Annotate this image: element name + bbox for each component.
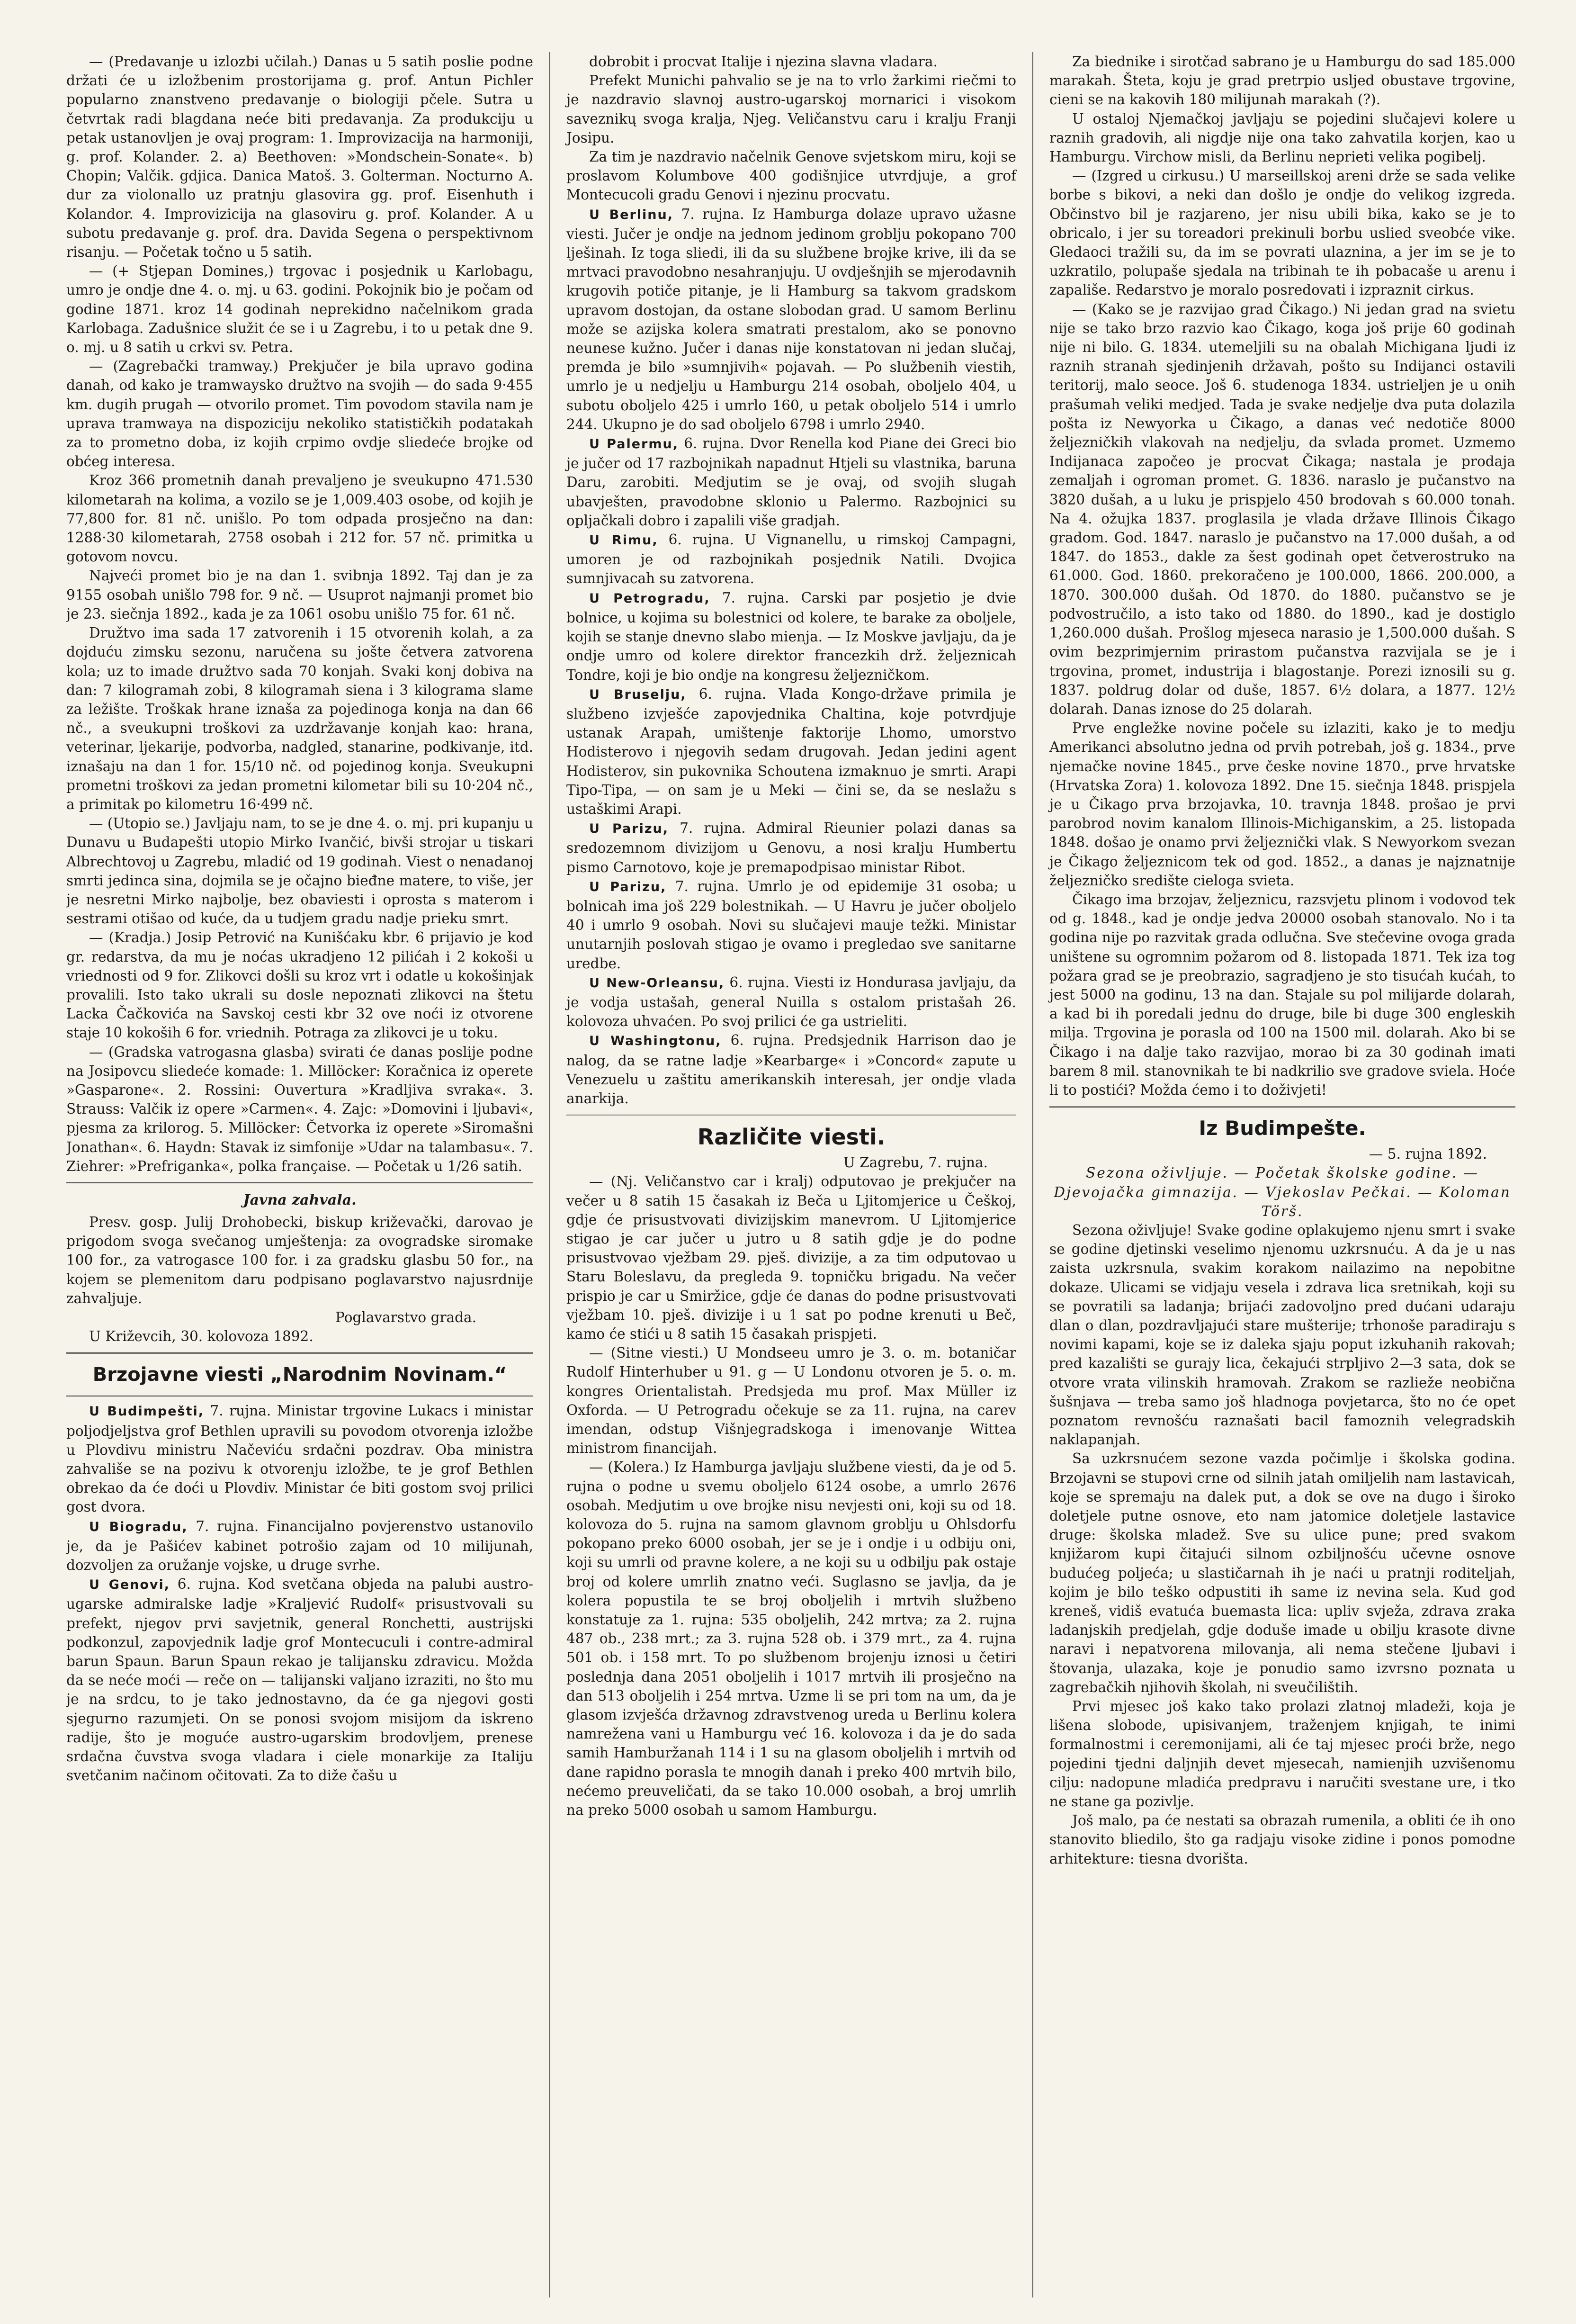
dateline-city: U Parizu, [589,879,667,894]
dateline-city: U Rimu, [589,533,658,548]
news-paragraph: — (Predavanje u izlozbi učilah.) Danas u 5 satih poslie podne držati će u izložbenim prostorijama g. prof. Antun Pichler popularno znanstveno predavanje o biologiji pčele. Sutra u četvrtak radi blagdana neće biti predavanja. Za produkciju u petak ustanovljen je ovaj program: 1. Improvizacija na harmoniji, g. prof. Kolander. 2. a) Beethoven: »Mondschein-Sonate«. b) Chopin; Valčik. gdjica. Danica Matoš. 3. Golterman. Nocturno A. dur za violonallo uz pratnju glasovira gg. prof. Eisenhuth i Kolandor. 4. Improvizicija na glasoviru g. prof. Kolander. A u subotu predavanje g. prof. dra. Davida Segena o perspektivnom risanju. — Početak točno u 5 satih. [66,54,533,261]
dateline-city: U Washingtonu, [589,1034,722,1049]
news-paragraph: Čikago ima brzojav, željeznicu, razsvjetu plinom i vodovod tek od g. 1848., kad je ondje jedva 20000 osobah stanovalo. No i ta godina nije po razvitak grada odlučna. Sve stečevine ovoga grada uništene su ogromnim požarom od 8. listopada 1871. Tek iza tog požara grad se je preobrazio, sagradjeno je sto tisućah kućah, to jest 5000 na godinu, 13 na dan. Stajale su pol milijarde dolarah, a kad bi ih poredali jednu do druge, bile bi duge 300 engleskih milja. Trgovina je porasla od 100 na 1500 mil. dolarah. Ako bi se Čikago i na dalje tako razvijao, morao bi za 30 godinah imati barem 8 mil. stanovnikah te bi nadkrilio sve gradove sviela. Hoće li to postići? Možda ćemo i to doživjeti! [1049,891,1515,1098]
zahvala-title: Javna zahvala. [243,1191,357,1208]
divider [1049,1106,1515,1108]
column-2 [549,52,1032,2297]
feuilleton-paragraph: Sa uzkrsnućem sezone vazda počimlje i školska godina. Brzojavni se stupovi crne od silnih jatah omiljelih nam lastavicah, koje se spremaju na dalek put, a dok se ove na dugo i široko doletjele putne osnove, eto nam jatomice doletjele lastavice druge: školska mladež. Sve su ulice pune; pred svakom knjižarom kupi čitajući silnom ozbiljnošću učevne osnove budućeg poljeća; u slastičarnah ih je naći u pratnji roditeljah, kojim je bilo teško odpustiti ih same iz nevina sela. Kud god kreneš, vidiš evatuća buemasta lica: upliv svježa, zdrava zraka ladanjskih predjelah, gdje doduše imade u obilju krasote divne naravi i nepatvorena milovanja, ali nema stečene ljubavi i štovanja, ulazaka, koje je ponudio samo izvrsno poznata u zagrebačkih njihovih školah, ni sveučilištih. [1049,1450,1515,1695]
telegram-paragraph [566,530,1016,588]
zahvala-text: Presv. gosp. Julij Drohobecki, biskup križevački, darovao je prigodom svoga svečanog umještenja: za ovogradske siromake 100 for., za vatrogasce 100 for. i za gradsku glasbu 50 for., na kojem se plemenitom daru podpisano poglavarstvo najusrdnije zahvaljuje. [66,1214,533,1306]
article-text: Prefekt Munichi pahvalio se je na to vrlo žarkimi riečmi to je nazdravio slavnoj austro-ugarskoj mornarici i visokom saveznikų svoga kralja, Njeg. Veličanstvu caru i kralju Franji Josipu. [566,72,1016,146]
telegram-paragraph [66,1517,533,1575]
telegram-paragraph [66,1575,533,1785]
feuilleton-paragraph: Još malo, pa će nestati sa obrazah rumenila, a obliti će ih ono stanovito bliedilo, što ga radjaju visoke zidine i ponos pomodne arhitekture: tiesna dvorišta. [1049,1812,1515,1867]
article-text: 7. rujna. Iz Hamburga dolaze upravo užasne viesti. Jučer je ondje na jednom jedinom groblju pokopano 700 lješinah. Iz toga sliedi, ili da su službene brojke krive, ili da se mrtvaci pravodobno nesahranjuju. U ovdješnjih se mjerodavnih krugovih potiče pitanje, je li Hamburg sa takvom gradskom upravom dostojan, da ostane slobodan grad. U samom Berlinu može se azijska kolera smatrati prestalom, ako se ponovno neunese kužno. Jučer i danas nije konstatovan ni jedan slučaj, premda je bilo »sumnjivih« pojavah. — Po službenih viestih, umrlo je u nedjelju u Hamburgu 214 osobah, oboljelo 404, u subotu oboljelo 425 i umrlo 160, u petak oboljelo 514 i umrlo 244. Ukupno je do sad oboljelo 6798 i umrlo 2940. [566,206,1016,432]
news-paragraph: — (Nj. Veličanstvo car i kralj) odputovao je prekjučer na večer u 8 satih 15 časakah iz Beča u Ljitomjerice u Češkoj, gdje će prisustvovati divizijskim manevrom. U Ljitomjerice stigao je car jučer u jutro u 8 satih gdje je do podne prisustvovao vježbam 29. pješ. divizije, a za tim odputovao u Staru Boleslavu, da pregleda 9. topničku brigadu. Na večer prispio je car u Smiržice, gdje će danas do podne prisustvovati vježbam 10. pješ. divizije i u 1 sat po podne krenuti u Beč, kamo će stići u 8 satih 15 časakah prispjeti. [566,1173,1016,1342]
article-text: 6. rujna. Kod svetčana objeda na palubi austro-ugarske admiralske ladje »Kraljević Rudolf« prisustvovali su prefekt, njegov prvi savjetnik, general Ronchetti, austrijski podkonzul, zapovjednik ladje grof Montecuculi i contre-admiral barun Spaun. Barun Spaun rekao je talijansku zdravicu. Možda da se neće moći — reče on — talijanski valjano izraziti, no što mu je na srdcu, to je tako jednostavno, da će ga njegovi gosti sjegurno razumjeti. On se ponosi svojom misijom da iskreno radije, što je moguće austro-ugarskim brodovljem, prenese srdačna čuvstva svoga vladara i ciele monarkije za Italiju svetčanim načinom očitovati. Za to diže čašu u [66,1576,533,1784]
article-text: 7. rujna. Ministar trgovine Lukacs i ministar poljodjeljstva grof Bethlen upravili su povodom otvorenja izložbe u Plovdivu ministru Načeviću srdačni pozdrav. Oba ministra zahvališe se na pozivu k otvorenju izložbe, te je grof Bethlen obrekao da će doći u Plovdiv. Ministar će biti gostom svoj prilici gost dvora. [66,1403,533,1515]
dateline-city: U Bruselju, [589,687,687,702]
column-3 [1032,52,1515,2297]
dateline-city: U Parizu, [589,821,669,837]
news-paragraph: Prve engležke novine počele su izlaziti, kako je to medju Amerikanci absolutno jedna od prvih potrebah, još g. 1834., prve njemačke novine 1845., prve českе novine 1870., prve hrvatske (Hrvatska Zora) 1. kolovoza 1892. Dne 15. siečnja 1848. prispjela je u Čikago prva brzojavka, 10. travnja 1848. prošao je prvi parobrod novim kanalom Illinois-Michiganskim, a 25. listopada 1848. došao je onamo prvi željeznički vlak. S Newyorkom svezan je Čikago željeznicom tek od god. 1852., a danas je najznatnije željezničko središte cieloga svieta. [1049,720,1515,889]
divider [566,1115,1016,1116]
article-text: 6. rujna. Predsjednik Harrison dao je nalog, da se ratne ladje »Kearbarge« i »Concord« zapute u Venezuelu u zaštitu amerikanskih interesah, jer ondje vlada anarkija. [566,1032,1016,1107]
news-paragraph: — (Kradja.) Josip Petrović na Kunišćaku kbr. 6 prijavio je kod gr. redarstva, da mu je noćas ukradjeno 12 pilićah i 2 kokoši u vriednosti od 9 for. Zlikovci došli su kroz vrt i odatle u kokošinjak provalili. Isto tako ukrali su dosle nepoznati zlikovci na štetu Lacka Čačkovića na Savskoj cesti kbr 32 ove noći iz otvorene staje 10 kokoših 6 for. vriednih. Potraga za zlikovci je u toku. [66,929,533,1041]
zahvala-place: U Križevcih, 30. kolovoza 1892. [89,1328,313,1345]
news-paragraph: Za biednike i sirotčad sabrano je u Hamburgu do sad 185.000 marakah. Šteta, koju je grad pretrpio usljed obustave trgovine, cieni se na kakovih 180 milijunah marakah (?). [1049,54,1515,108]
news-paragraph: — (Gradska vatrogasna glasba) svirati će danas poslije podne na Josipovcu sliedeće komade: 1. Millöcker: Koračnica iz operete »Gasparone«. 2. Rossini: Ouvertura »Kradljiva svraka«. 3. Strauss: Valčik iz opere »Carmen«. 4. Zajc: »Domovini i ljubavi«, pjesma za krilorog. 5. Millöcker: Četvorka iz operete »Siromašni Jonathan«. 6. Haydn: Stavak iz simfonije »Udar na talambasu«. 7. Ziehrer: »Prefriganka«, polka française. — Početak u 1/26 satih. [66,1044,533,1174]
news-paragraph: — (+ Stjepan Domines,) trgovac i posjednik u Karlobagu, umro je ondje dne 4. o. mj. u 63. godini. Pokojnik bio je počam od godine 1871. kroz 14 godinah neprekidno načelnikom grada Karlobaga. Zadušnice služit će se i u Zagrebu, i to u petak dne 9. o. mj. u 8 satih u crkvi sv. Petra. [66,263,533,356]
brzojav-title: Brzojavne viesti „Narodnim Novinam.“ [92,1364,507,1386]
telegram-paragraph [566,52,1016,71]
telegram-paragraph [566,71,1016,147]
article-text: 6. rujna. Vlada Kongo-države primila je službeno izvješće zapovjednika Chaltina, koje potvrdjuje ustanak Arapah, umištenje faktorije Lhomo, umorstvo Hodisterovo i njegovih sedam drugovah. Jedan jedini agent Hodisterov, sin pukovnika Schoutena izmaknuo je smrti. Arapi Tipo-Tipa, — on sam je u Meki — čini se, da se neslažu s ustaškimi Arapi. [566,685,1017,817]
feuilleton-paragraph: Sezona oživljuje! Svake godine oplakujemo njenu smrt i svake se godine djetinski veselimo njenomu uzkrsnuću. A da je u nas zaista uzkrsnula, svakim korakom nailazimo na nepobitne dokaze. Ulicami se vidjaju vesela i zdrava lica sretnikah, koji su se povratili sa ladanja; brijaći zadovoljno pred dućani udaraju dlan o dlan, pozdravljajući stare mušterije; trhonoše paradiraju s novimi kapami, koje se iz daleka sjaju poput izkuhanih rakovah; pred kazališti se gurају lica, čekajući strpljivo 2—3 sata, dok se otvore vrata vilinskih hramovah. Zrakom se razlieže neobična šušnjava — treba samo još hladnoga povjetarca, što no će opet poznatom revnošću raznašati bacil famoznih velegradskih naklapanjah. [1049,1222,1515,1448]
telegram-paragraph [566,685,1016,819]
divider [66,1182,533,1183]
dateline-city: U Berlinu, [589,207,673,222]
telegram-paragraph [566,1031,1016,1108]
news-paragraph: Družtvo ima sada 17 zatvorenih i 15 otvorenih kolah, a za dojduću zimsku sezonu, naručena su jošte četvera zatvorena kola; uz to imade družtvo sada 70 konjah. Svaki konj dobiva na dan: 7 kilogramah zobi, 8 kilogramah siena i 3 kilograma slame za ležište. Troškak hrane iznaša za pojedinoga konja na dan 66 nč., a sveukupni troškovi za uzdržavanje konjah kao: hrana, veterinar, ljekarije, podvorba, nadgled, stanarine, podkivanje, itd. iznašaju na dan 1 for. 15/10 nč. od pojedinog konja. Sveukupni prometni troškovi za jedan prometni kilometar bili su 10·204 nč., a primitak po kilometru 16·499 nč. [66,625,533,812]
telegram-paragraph [566,588,1016,685]
article-text: 6. rujna. U Vignanellu, u rimskoj Campagni, umoren je od razbojnikah posjednik Natili. Dvojica sumnjivacah su zatvorena. [566,531,1016,587]
news-paragraph: Kroz 366 prometnih danah prevaljeno je sveukupno 471.530 kilometarah na kolima, a vozilo se je 1,009.403 osobe, od kojih je 77,800 for. 81 nč. unišlo. Po tom odpada prosječno na dan: 1288·30 kilometarah, 2758 osobah i 212 for. 57 nč. primitka u gotovom novcu. [66,472,533,565]
article-text: 7. rujna. Financijalno povjerenstvo ustanovilo je, da je Pašićev kabinet potrošio zajam od 10 milijunah, dozvoljen za oružanje vojske, u druge svrhe. [66,1518,533,1574]
telegram-paragraph [566,147,1016,205]
article-text: 6. rujna. Dvor Renella kod Piane dei Greci bio je jučer od 17 razbojnikah napadnut Htjeli su vlastnika, baruna Daru, zarobiti. Medjutim se je ovaj, od svojih slugah ubavješten, pravodobne sklonio u Palermo. Razbojnici su opljačkali dobro i zapalili više gradjah. [566,435,1016,529]
divider [66,1352,533,1354]
news-paragraph: — (Kako se je razvijao grad Čikago.) Ni jedan grad na svietu nije se tako brzo razvio kao Čikago, koga još prije 60 godinah nije ni bilo. G. 1834. utemeljili su na obalah Michigana ljudi iz raznih stranah sjedinjenih državah, pošto su Indijanci ostavili teritorij, malo seoce. Još 6. studenoga 1834. ustrieljen je u onih prašumah veliki medjed. Tada je svake nedjelje dva puta dolazila pošta iz Newyorka u Čikago, a danas već nedotiče 8000 željezničkih vlakovah na nedjelju, da svlada promet. Uzmemo Indijanaca započeo je procvat Čikaga; nastala je prodaja zemaljah i ogroman promet. G. 1836. naraslo je pučanstvo na 3820 dušah, a u luku je prispjelo 450 brodovah s 60.000 tonah. Na 4. ožujka 1837. proglasila je vlada države Illinois Čikago gradom. God. 1847. naraslo je pučanstvo na 17.000 dušah, a od 1847. do 1853., dakle za šest godinah opet četverostruko na 61.000. God. 1860. prekoračeno je 100.000, 1866. 200.000, a 1870. 300.000 dušah. Od 1870. do 1880. pučanstvo se je podvostručilo, a isto tako od 1880. do 1890., kad je dostiglo 1,260.000 dušah. Prošlog mjeseca narasio je 1,500.000 dušah. S ovim bezprimjernim prirastom pučanstva razvijala se je i trgovina, promet, industrija i blagostanje. Porezi iznosili su g. 1837. poldrug dolar od duše, 1857. 6½ dolara, a 1877. 12½ dolarah. Danas iznose do 25 dolarah. [1049,301,1515,717]
news-paragraph: — (Kolera.) Iz Hamburga javljaju službene viesti, da je od 5. rujna o podne u svemu oboljelo 6124 osobe, a umrlo 2676 osobah. Medjutim u ove brojke nisu nevjesti oni, koji su od 18. kolovoza do 5. rujna na samom glavnom groblju u Ohlsdorfu pokopano preko 6000 osobah, jer se je i ondje i u odbiju oni, koji su umrli od pravne kolere, a ne koji su u odbilju pak ostaje broj od kolere umrlih znatno veći. Suglasno se javlja, da je kolera popustila te se broj oboljelih i mrtvih službeno konstatuje za 1. rujna: 535 oboljelih, 242 mrtva; za 2. rujna 487 ob., 238 mrt.; za 3. rujna 528 ob. i 379 mrt., za 4. rujna 501 ob. i 158 mrt. To po službenom brojenju iznosi u četiri poslednja dana 2051 oboljelih i 1017 mrtvih ili prosječno na dan 513 oboljelih i 254 mrtva. Uzme li se pri tom na um, da je glasom izvješća državnog zdravstvenog ureda u Berlinu kolera namrežena vani u Hamburgu već 16. kolovoza i da je do sada samih Hamburžanah 114 i 1 su na glasom oboljelih i mrtvih od dane rapidno porasla te mnogih danah i preko 400 mrtvih bilo, nećemo preuveličati, da se tako 10.000 osobah, a broj umrlih na preko 5000 osobah u samom Hamburgu. [566,1459,1016,1819]
news-paragraph: — (Zagrebački tramway.) Prekjučer je bila upravo godina danah, od kako je tramwaysko družtvo na svojih — do sada 9·455 km. dugih prugah — otvorilo promet. Tim povodom stavila nam je uprava tramwaya na dispoziciju nekoliko statističkih podatakah za to prometno doba, iz kojih crpimo ovdje sliedeće brojke od obćeg interesa. [66,358,533,470]
article-text: 7. rujna. Admiral Rieunier polazi danas sa sredozemnom divizijom u Genovu, a nosi kralju Humbertu pismo Carnotovo, koje je premapodpisao ministar Ribot. [566,820,1016,875]
telegram-paragraph [566,819,1016,877]
article-text: 7. rujna. Carski par posjetio je dvie bolnice, u kojima su bolestnici od kolere, te barake za oboljele, kojih se stanje dnevno slabo mienja. — Iz Moskve javljaju, da je ondje umro od kolere direktor francezkih drž. željeznicah Tondre, koji je bio ondje na kongresu željezničkom. [566,589,1016,683]
dateline-city: U Petrogradu, [589,591,710,606]
news-paragraph: Najveći promet bio je na dan 1. svibnja 1892. Taj dan je za 9155 osobah unišlo 798 for. 9 nč. — Usuprot najmanji promet bio je 23. siečnja 1892., kada je za 1061 osobu unišlo 75 for. 61 nč. [66,567,533,622]
dateline-city: U Palermu, [589,437,679,452]
budimpeste-title: Iz Budimpešte. [1199,1117,1366,1140]
article-text: 7. rujna. Umrlo je od epidemije 31 osoba; u bolnicah ima još 229 bolestnikah. — U Havru je jučer oboljelo 40 i umrlo 9 osobah. Novi su slučajevi mauje težki. Ministar unutarnjih poslovah stigao je ovamo i pregledao sve sanitarne uredbe. [566,878,1017,972]
feuilleton-paragraph: Prvi mjesec još kako tako prolazi zlatnoj mladeži, koja je lišena slobode, upisivanjem, traženjem knjigah, te inimi formalnostmi i ceremonijami, ali će taj mjesec proći brže, nego pojedini tjedni daljnjih devet mjesecah, namienjih uzvišenomu cilju: nadopune mladića predpravu i naručiti svestane ure, i tko ne stane ga pozivlje. [1049,1698,1515,1810]
budimpeste-dateline: — 5. rujna 1892. [1369,1146,1487,1162]
telegram-paragraph [566,434,1016,530]
news-paragraph: — (Sitne viesti.) U Mondseeu umro je 3. o. m. botaničar Rudolf Hinterhuber u 91. g — U Londonu otvoren je 5. o. m. kongres Orientalistah. Predsjeda mu prof. Max Müller iz Oxforda. — U Petrogradu očekuje se za 11. rujna, na carev imendan, odstup Višnjegradskoga i imenovanje Wittea ministrom financijah. [566,1345,1016,1457]
dateline-city: U Biogradu, [89,1519,188,1534]
dateline-city: U Budimpešti, [89,1404,205,1419]
column-1 [66,52,549,2297]
telegram-paragraph [566,205,1016,434]
razlicite-title: Različite viesti. [697,1124,886,1150]
news-paragraph: — (Izgred u cirkusu.) U marseillskoj areni drže se sada velike borbe s bikovi, a neki dan došlo je ondje do velikog izgreda. Občinstvo bil je razjareno, jer nisu ubili bika, kako se je to obricalo, i jer su toreadori prekinuli borbu uslied sveobće vike. Gledaoci tražili su, da im se povrati ulaznina, a jer im se je to uzkratilo, polupaše sjedala na tribinah te ih pobacaše u arenu i zapališe. Redarstvo je moralo posredovati i izpraznit cirkus. [1049,168,1515,298]
article-text: Za tim je nazdravio načelnik Genove svjetskom miru, koji se proslavom Kolumbove 400 godišnjice utvrdjuje, a grof Montecucoli gradu Genovi i njezinu procvatu. [566,149,1016,203]
article-text: 6. rujna. Viesti iz Hondurasa javljaju, da je vodja ustašah, general Nuilla s ostalom pristašah 26. kolovoza uhvaćen. Po svoj prilici će ga ustrieliti. [566,974,1016,1030]
article-text: dobrobit i procvat Italije i njezina slavna vladara. [589,54,938,70]
telegram-paragraph [566,973,1016,1031]
dateline-city: U New-Orleansu, [589,975,725,991]
zahvala-sign: Poglavarstvo grada. [335,1309,476,1325]
telegram-paragraph [566,877,1016,973]
telegram-paragraph [66,1401,533,1516]
dateline-city: U Genovi, [89,1577,170,1593]
news-paragraph: — (Utopio se.) Javljaju nam, to se je dne 4. o. mj. pri kupanju u Dunavu u Budapešti utopio Mirko Ivančić, bivši strojar u tiskari Albrechtovoj u Zagrebu, mladić od 19 godinah. Viest o nenadanoj smrti jedinca sina, dojmila se je očajno bieđne matere, to više, jer je nesretni Mirko najbolje, bez obaviesti i oprosta s materom i sestrami otišao od kuće, da u tudjem gradu nadje prieku smrt. [66,815,533,927]
budimpeste-subheads: Sezona oživljuje. — Početak školske godine. — Djevojačka gimnazija. — Vjekoslav Pečkai. — Koloman Törš. [1054,1165,1511,1219]
razlicite-dateline: U Zagrebu, 7. rujna. [843,1154,988,1171]
news-paragraph: U ostaloj Njemačkoj javljaju se pojedini slučajevi kolere u raznih gradovih, ali nigdje nije ona tako zahvatila korjen, kao u Hamburgu. Virchow misli, da Berlinu neprieti velika pogibelj. [1049,110,1515,165]
